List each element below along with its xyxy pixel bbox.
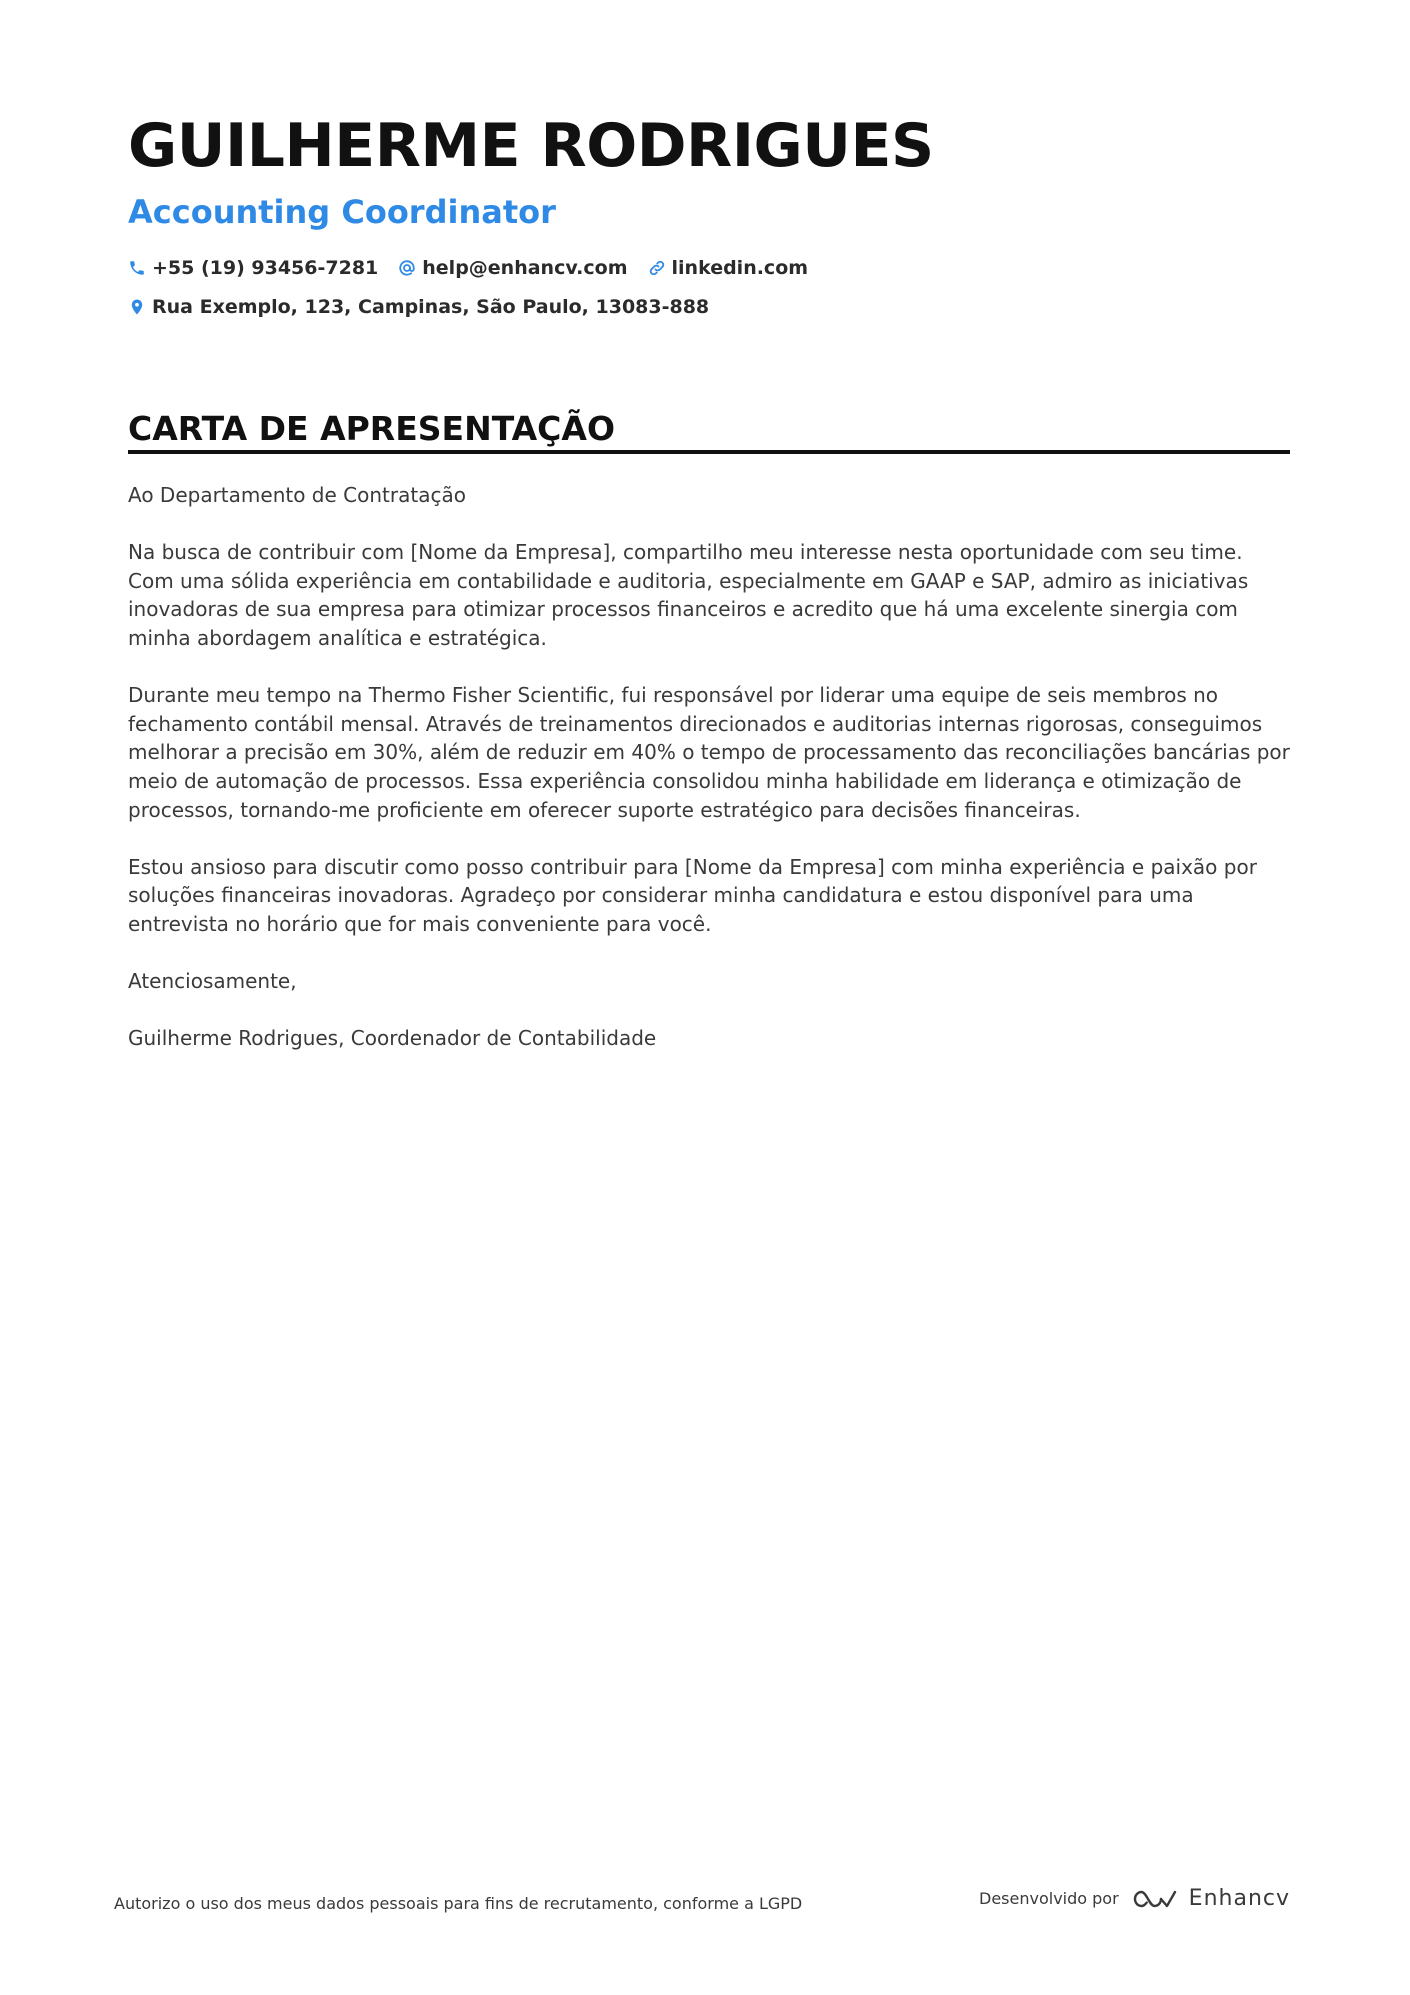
letter-paragraph-3: Estou ansioso para discutir como posso contribuir para [Nome da Empresa] com minha experiência e paixão por soluções financeiras inovadoras. Agradeço por considerar minha candidatura e estou disponível para uma entrevista no horário que for mais conveniente para você. bbox=[128, 854, 1257, 936]
at-icon bbox=[398, 259, 416, 277]
address-text: Rua Exemplo, 123, Campinas, São Paulo, 13083-888 bbox=[152, 296, 710, 318]
lgpd-consent-note: Autorizo o uso dos meus dados pessoais para fins de recrutamento, conforme a LGPD bbox=[114, 1894, 803, 1913]
linkedin-text: linkedin.com bbox=[671, 257, 809, 279]
contact-linkedin[interactable] bbox=[648, 254, 809, 282]
link-icon bbox=[648, 259, 666, 277]
contact-row-secondary bbox=[128, 293, 729, 321]
contact-address bbox=[128, 293, 709, 321]
powered-by-label: Desenvolvido por bbox=[979, 1889, 1119, 1908]
letter-greeting: Ao Departamento de Contratação bbox=[128, 483, 466, 507]
letter-body bbox=[128, 481, 1290, 1081]
email-text: help@enhancv.com bbox=[422, 257, 628, 279]
letter-signature: Guilherme Rodrigues, Coordenador de Contabilidade bbox=[128, 1026, 657, 1051]
contact-row-primary bbox=[128, 254, 828, 282]
letter-paragraph-1: Na busca de contribuir com [Nome da Empresa], compartilho meu interesse nesta oportunidade com seu time. Com uma sólida experiência em contabilidade e auditoria, especialmente em GAAP e SAP, admiro as iniciativas inovadoras de sua empresa para otimizar processos financeiros e acredito que há uma excelente sinergia com minha abordagem analítica e estratégica. bbox=[128, 540, 1249, 650]
letter-closing: Atenciosamente, bbox=[128, 969, 297, 994]
contact-email[interactable] bbox=[398, 254, 627, 282]
phone-icon bbox=[128, 259, 146, 277]
powered-by[interactable] bbox=[979, 1886, 1290, 1911]
brand-name: Enhancv bbox=[1188, 1886, 1290, 1911]
location-pin-icon bbox=[128, 298, 146, 316]
phone-text: +55 (19) 93456-7281 bbox=[152, 257, 379, 279]
section-title: CARTA DE APRESENTAÇÃO bbox=[128, 409, 615, 448]
enhancv-logo-icon bbox=[1131, 1887, 1177, 1911]
candidate-name: GUILHERME RODRIGUES bbox=[128, 111, 934, 181]
letter-paragraph-2: Durante meu tempo na Thermo Fisher Scientific, fui responsável por liderar uma equipe de seis membros no fechamento contábil mensal. Através de treinamentos direcionados e auditorias internas rigorosas, conseguimos melhorar a precisão em 30%, além de reduzir em 40% o tempo de processamento das reconciliações bancárias por meio de automação de processos. Essa experiência consolidou minha habilidade em liderança e otimização de processos, tornando-me proficiente em oferecer suporte estratégico para decisões financeiras. bbox=[128, 683, 1290, 822]
contact-phone bbox=[128, 254, 378, 282]
candidate-role: Accounting Coordinator bbox=[128, 193, 556, 231]
section-divider bbox=[128, 450, 1290, 454]
